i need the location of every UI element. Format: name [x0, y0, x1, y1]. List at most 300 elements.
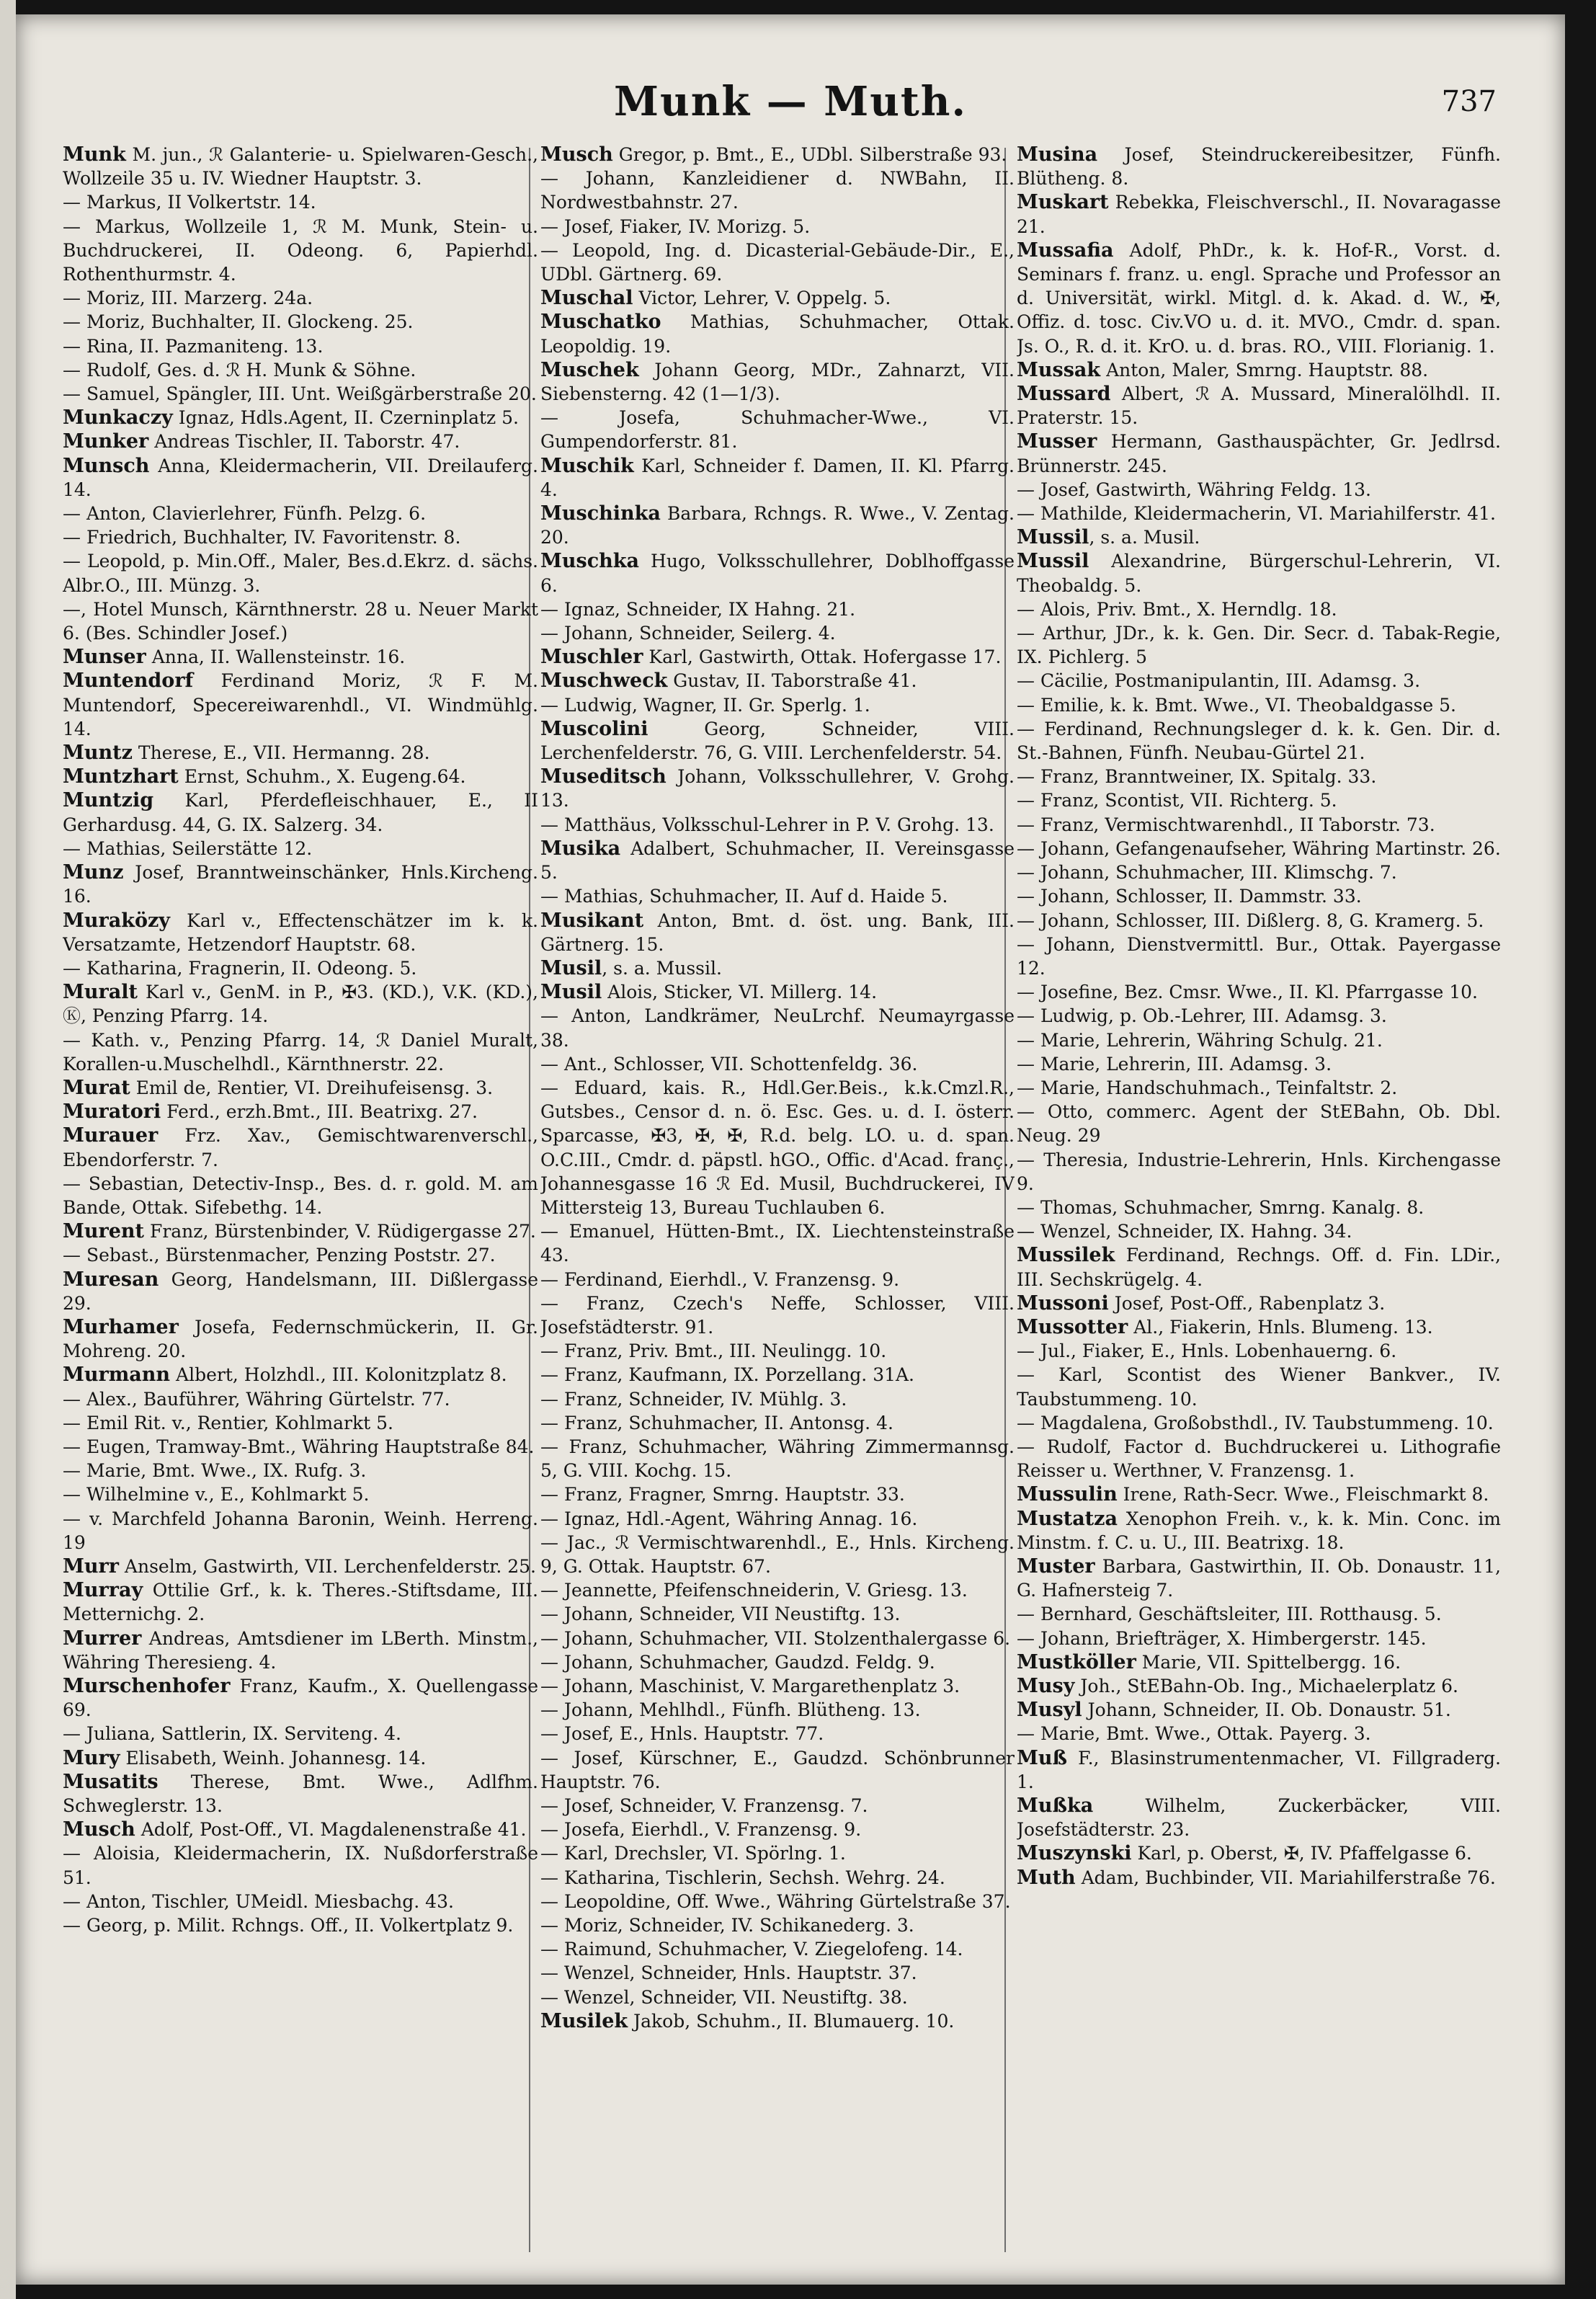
- entry-text: Therese, E., VII. Hermanng. 28.: [132, 742, 430, 764]
- entry-text: Adolf, PhDr., k. k. Hof-R., Vorst. d. Seminars f. franz. u. engl. Sprache und Professor an d. Universität, wirkl. Mitgl. d. k. Akad. d. W., ✠, Offiz. d. tosc. Civ.VO u. d. it. MVO., Cmdr. d. span. Js. O., R. d. it. KrO. u. d. bras. RO., VIII. Florianig. 1.: [1017, 239, 1501, 357]
- entry-headword: Muschatko: [540, 311, 661, 334]
- entry-headword: Mussotter: [1017, 1315, 1128, 1338]
- entry-text: — Franz, Fragner, Smrng. Hauptstr. 33.: [540, 1484, 905, 1506]
- directory-entry: [1017, 1219, 1501, 1243]
- entry-text: Franz, Kaufm., X. Quellengasse 69.: [63, 1676, 538, 1721]
- entry-headword: Museditsch: [540, 765, 667, 788]
- entry-text: — Johann, Schlosser, II. Dammstr. 33.: [1017, 886, 1362, 907]
- directory-entry: [1017, 765, 1501, 788]
- entry-text: — Johann, Gefangenaufseher, Währing Martinstr. 26.: [1017, 837, 1501, 859]
- entry-headword: Mussafia: [1017, 239, 1114, 262]
- directory-entry: [1017, 1291, 1501, 1315]
- entry-text: — Anton, Tischler, UMeidl. Miesbachg. 43.: [63, 1890, 454, 1912]
- directory-entry: [63, 430, 538, 453]
- directory-entry: [540, 358, 1015, 406]
- entry-text: Marie, VII. Spittelbergg. 16.: [1136, 1651, 1401, 1673]
- entry-text: — Emilie, k. k. Bmt. Wwe., VI. Theobaldgasse 5.: [1017, 694, 1456, 716]
- entry-headword: Musika: [540, 837, 621, 860]
- entry-text: — Ignaz, Hdl.-Agent, Währing Annag. 16.: [540, 1508, 918, 1529]
- directory-entry: [63, 215, 538, 287]
- entry-headword: Muratori: [63, 1100, 161, 1124]
- directory-entry: [540, 1841, 1015, 1865]
- entry-text: — Johann, Schlosser, III. Dißlerg. 8, G. Kramerg. 5.: [1017, 910, 1484, 931]
- entry-text: — Ignaz, Schneider, IX Hahng. 21.: [540, 598, 856, 620]
- entry-headword: Muntz: [63, 742, 133, 765]
- entry-headword: Munsch: [63, 454, 150, 477]
- directory-entry: [540, 1411, 1015, 1435]
- directory-entry: [1017, 1650, 1501, 1674]
- directory-entry: [540, 1937, 1015, 1961]
- entry-headword: Muth: [1017, 1866, 1076, 1889]
- directory-entry: [1017, 1196, 1501, 1219]
- entry-text: — Emanuel, Hütten-Bmt., IX. Liechtensteinstraße 43.: [540, 1221, 1015, 1266]
- entry-text: Ernst, Schuhm., X. Eugeng.64.: [178, 766, 466, 788]
- directory-entry: [63, 549, 538, 597]
- directory-entry: [63, 406, 538, 430]
- directory-entry: [540, 693, 1015, 717]
- entry-text: — Franz, Schuhmacher, II. Antonsg. 4.: [540, 1412, 893, 1433]
- entry-text: Ferdinand, Rechngs. Off. d. Fin. LDir., III. Sechskrügelg. 4.: [1017, 1245, 1501, 1290]
- directory-entry: [63, 669, 538, 741]
- directory-entry: [1017, 549, 1501, 597]
- entry-headword: Muntzhart: [63, 765, 179, 788]
- directory-entry: [63, 1124, 538, 1171]
- entry-headword: Murauer: [63, 1124, 159, 1147]
- entry-text: — Cäcilie, Postmanipulantin, III. Adamsg. 3.: [1017, 670, 1421, 692]
- directory-entry: [1017, 502, 1501, 525]
- entry-text: Karl, Schneider f. Damen, II. Kl. Pfarrg. 4.: [540, 455, 1015, 500]
- entry-headword: Musch: [63, 1818, 135, 1841]
- directory-entry: [63, 1578, 538, 1626]
- directory-entry: [540, 143, 1015, 166]
- directory-entry: [1017, 1722, 1501, 1746]
- entry-text: Josef, Branntweinschänker, Hnls.Kircheng. 16.: [63, 862, 538, 907]
- entry-text: — Johann, Schneider, VII Neustiftg. 13.: [540, 1604, 901, 1625]
- entry-headword: Musy: [1017, 1675, 1075, 1697]
- entry-text: — Sebastian, Detectiv-Insp., Bes. d. r. gold. M. am Bande, Ottak. Sifebethg. 14.: [63, 1173, 538, 1218]
- page-edge-shadow: [0, 0, 16, 2299]
- directory-entry: [540, 1482, 1015, 1506]
- entry-headword: Murray: [63, 1579, 143, 1602]
- directory-entry: [540, 406, 1015, 453]
- entry-text: Anna, Kleidermacherin, VII. Dreilauferg. 14.: [63, 455, 538, 500]
- entry-headword: Muschler: [540, 646, 643, 669]
- directory-entry: [63, 1482, 538, 1506]
- entry-headword: Munser: [63, 646, 146, 669]
- entry-text: Anna, II. Wallensteinstr. 16.: [146, 646, 406, 668]
- directory-entry: [1017, 1482, 1501, 1506]
- directory-entry: [1017, 1674, 1501, 1698]
- entry-headword: Mussil: [1017, 526, 1089, 549]
- directory-entry: [540, 454, 1015, 502]
- entry-headword: Musser: [1017, 430, 1097, 453]
- directory-entry: [1017, 693, 1501, 717]
- entry-text: Karl, p. Oberst, ✠, IV. Pfaffelgasse 6.: [1131, 1843, 1472, 1864]
- directory-entry: [540, 956, 1015, 980]
- directory-entry: [63, 1841, 538, 1889]
- entry-text: — Moriz, Buchhalter, II. Glockeng. 25.: [63, 311, 414, 333]
- directory-entry: [540, 239, 1015, 286]
- directory-entry: [540, 286, 1015, 310]
- directory-entry: [540, 1339, 1015, 1363]
- entry-text: — Eugen, Tramway-Bmt., Währing Hauptstraße 84.: [63, 1436, 535, 1457]
- entry-text: Irene, Rath-Secr. Wwe., Fleischmarkt 8.: [1117, 1484, 1489, 1506]
- entry-text: — Johann, Schuhmacher, III. Klimschg. 7.: [1017, 862, 1397, 884]
- entry-headword: Muscolini: [540, 717, 648, 740]
- entry-text: — Franz, Vermischtwarenhdl., II Taborstr. 73.: [1017, 814, 1435, 835]
- column-3: [1017, 143, 1501, 2262]
- entry-headword: Mussard: [1017, 383, 1111, 406]
- directory-entry: [63, 286, 538, 310]
- entry-text: Andreas Tischler, II. Taborstr. 47.: [148, 431, 460, 453]
- directory-entry: [540, 1531, 1015, 1578]
- directory-entry: [540, 310, 1015, 357]
- directory-entry: [63, 956, 538, 980]
- entry-text: Josef, Post-Off., Rabenplatz 3.: [1108, 1292, 1386, 1314]
- entry-text: — Juliana, Sattlerin, IX. Serviteng. 4.: [63, 1723, 401, 1745]
- entry-headword: Muschweck: [540, 670, 668, 693]
- entry-headword: Munk: [63, 143, 126, 166]
- entry-text: Johann Georg, MDr., Zahnarzt, VII. Siebensterng. 42 (1—1/3).: [540, 359, 1015, 405]
- directory-entry: [1017, 1100, 1501, 1147]
- entry-text: — Wenzel, Schneider, Hnls. Hauptstr. 37.: [540, 1962, 917, 1984]
- entry-headword: Musikant: [540, 909, 644, 932]
- directory-entry: [63, 837, 538, 861]
- entry-headword: Mussoni: [1017, 1291, 1109, 1315]
- entry-text: Xenophon Freih. v., k. k. Min. Conc. im Minstm. f. C. u. U., III. Beatrixg. 18.: [1017, 1508, 1501, 1553]
- entry-text: — Johann, Schuhmacher, VII. Stolzenthalergasse 6.: [540, 1627, 1011, 1649]
- entry-text: , s. a. Mussil.: [602, 957, 722, 979]
- directory-entry: [63, 1555, 538, 1578]
- entry-text: Anton, Maler, Smrng. Hauptstr. 88.: [1100, 359, 1429, 381]
- directory-entry: [1017, 813, 1501, 837]
- entry-text: — Wilhelmine v., E., Kohlmarkt 5.: [63, 1484, 370, 1506]
- directory-entry: [540, 1387, 1015, 1411]
- entry-text: — Johann, Briefträger, X. Himbergerstr. 145.: [1017, 1627, 1427, 1649]
- entry-text: Gustav, II. Taborstraße 41.: [667, 670, 917, 692]
- directory-entry: [1017, 1076, 1501, 1100]
- directory-entry: [1017, 1243, 1501, 1291]
- entry-text: — Mathias, Seilerstätte 12.: [63, 837, 313, 859]
- entry-text: — Jul., Fiaker, E., Hnls. Lobenhauerng. 6.: [1017, 1340, 1397, 1362]
- entry-text: — Leopoldine, Off. Wwe., Währing Gürtelstraße 37.: [540, 1890, 1011, 1912]
- directory-entry: [540, 884, 1015, 908]
- entry-headword: Musilek: [540, 2009, 628, 2032]
- entry-headword: Mussak: [1017, 358, 1101, 381]
- entry-text: Alexandrine, Bürgerschul-Lehrerin, VI. Theobaldg. 5.: [1017, 551, 1501, 596]
- directory-entry: [1017, 1627, 1501, 1650]
- directory-entry: [1017, 788, 1501, 812]
- directory-entry: [63, 190, 538, 214]
- entry-text: Adolf, Post-Off., VI. Magdalenenstraße 41.: [135, 1819, 527, 1841]
- directory-entry: [63, 1913, 538, 1937]
- directory-entry: [63, 1028, 538, 1076]
- entry-headword: Musatits: [63, 1770, 159, 1793]
- entry-text: Barbara, Rchngs. R. Wwe., V. Zentag. 20.: [540, 503, 1015, 548]
- entry-text: — Marie, Bmt. Wwe., Ottak. Payerg. 3.: [1017, 1723, 1371, 1745]
- directory-entry: [540, 1722, 1015, 1746]
- entry-headword: Munker: [63, 430, 149, 453]
- directory-entry: [540, 1578, 1015, 1602]
- directory-entry: [63, 1507, 538, 1555]
- directory-entry: [540, 1650, 1015, 1674]
- entry-text: — Alex., Bauführer, Währing Gürtelstr. 77.: [63, 1388, 450, 1410]
- entry-text: — Josef, Schneider, V. Franzensg. 7.: [540, 1795, 868, 1817]
- entry-text: — Markus, II Volkertstr. 14.: [63, 192, 316, 213]
- entry-text: — Franz, Priv. Bmt., III. Neulingg. 10.: [540, 1340, 887, 1362]
- directory-entry: [540, 1268, 1015, 1291]
- entry-text: — Marie, Lehrerin, Währing Schulg. 21.: [1017, 1029, 1383, 1051]
- directory-entry: [540, 1004, 1015, 1051]
- directory-entry: [1017, 1148, 1501, 1196]
- directory-entry: [540, 1961, 1015, 1985]
- entry-text: — Moriz, III. Marzerg. 24a.: [63, 288, 313, 309]
- entry-headword: Murrer: [63, 1627, 142, 1650]
- entry-text: — Marie, Handschuhmach., Teinfaltstr. 2.: [1017, 1077, 1398, 1098]
- entry-text: Karl, Gastwirth, Ottak. Hofergasse 17.: [643, 646, 1002, 668]
- entry-headword: Murmann: [63, 1364, 171, 1387]
- directory-entry: [540, 1291, 1015, 1339]
- entry-text: — Ludwig, Wagner, II. Gr. Sperlg. 1.: [540, 694, 870, 716]
- directory-entry: [63, 741, 538, 765]
- directory-entry: [1017, 1004, 1501, 1028]
- directory-entry: [540, 2009, 1015, 2033]
- entry-headword: Murschenhofer: [63, 1675, 231, 1697]
- entry-text: — Rudolf, Factor d. Buchdruckerei u. Lithografie Reisser u. Werthner, V. Franzensg. 1.: [1017, 1436, 1501, 1482]
- entry-text: — Markus, Wollzeile 1, ℛ M. Munk, Stein- u. Buchdruckerei, II. Odeong. 6, Papierhdl. Rothenthurmstr. 4.: [63, 215, 538, 285]
- directory-entry: [540, 1507, 1015, 1531]
- entry-text: Alois, Sticker, VI. Millerg. 14.: [602, 982, 878, 1003]
- entry-text: Hermann, Gasthauspächter, Gr. Jedlrsd. Brünnerstr. 245.: [1017, 431, 1501, 476]
- directory-entry: [63, 1770, 538, 1818]
- entry-text: — Josef, E., Hnls. Hauptstr. 77.: [540, 1723, 824, 1745]
- directory-entry: [540, 980, 1015, 1004]
- column-2: [540, 143, 1015, 2262]
- entry-text: — Anton, Landkrämer, NeuLrchf. Neumayrgasse 38.: [540, 1005, 1015, 1051]
- entry-text: — Franz, Branntweiner, IX. Spitalg. 33.: [1017, 766, 1377, 788]
- directory-entry: [63, 1890, 538, 1913]
- directory-entry: [1017, 1339, 1501, 1363]
- directory-entry: [1017, 1602, 1501, 1626]
- directory-entry: [540, 1818, 1015, 1841]
- entry-text: Franz, Bürstenbinder, V. Rüdigergasse 27.: [144, 1221, 536, 1242]
- directory-entry: [63, 980, 538, 1028]
- directory-entry: [1017, 909, 1501, 933]
- entry-text: — Franz, Kaufmann, IX. Porzellang. 31A.: [540, 1364, 915, 1386]
- entry-text: — Johann, Mehlhdl., Fünfh. Blütheng. 13.: [540, 1699, 921, 1721]
- directory-entry: [540, 1913, 1015, 1937]
- entry-text: Victor, Lehrer, V. Oppelg. 5.: [633, 288, 891, 309]
- directory-entry: [540, 1746, 1015, 1794]
- entry-headword: Muschinka: [540, 502, 661, 525]
- entry-text: — Josefa, Schuhmacher-Wwe., VI. Gumpendorferstr. 81.: [540, 407, 1015, 453]
- directory-entry: [1017, 143, 1501, 190]
- directory-entry: [1017, 1363, 1501, 1410]
- entry-text: Johann, Volksschullehrer, V. Grohg. 13.: [540, 766, 1015, 811]
- entry-headword: Muraközy: [63, 909, 170, 932]
- entry-text: — Otto, commerc. Agent der StEBahn, Ob. Dbl. Neug. 29: [1017, 1101, 1501, 1147]
- entry-text: — Rina, II. Pazmaniteng. 13.: [63, 335, 324, 357]
- entry-text: Hugo, Volksschullehrer, Doblhoffgasse 6.: [540, 551, 1015, 596]
- directory-entry: [63, 1315, 538, 1363]
- entry-text: Josef, Steindruckereibesitzer, Fünfh. Blütheng. 8.: [1017, 144, 1501, 190]
- entry-headword: Muschek: [540, 358, 639, 381]
- directory-entry: [63, 788, 538, 836]
- entry-text: — Karl, Scontist des Wiener Bankver., IV. Taubstummeng. 10.: [1017, 1364, 1501, 1410]
- entry-text: — Mathias, Schuhmacher, II. Auf d. Haide 5.: [540, 886, 948, 907]
- directory-entry: [1017, 382, 1501, 430]
- directory-entry: [63, 525, 538, 549]
- entry-headword: Munkaczy: [63, 406, 173, 430]
- directory-entry: [1017, 478, 1501, 502]
- directory-entry: [1017, 669, 1501, 693]
- entry-text: — Mathilde, Kleidermacherin, VI. Mariahilferstr. 41.: [1017, 503, 1496, 525]
- directory-entry: [63, 765, 538, 788]
- entry-headword: Muster: [1017, 1555, 1095, 1578]
- entry-text: Ferdinand Moriz, ℛ F. M. Muntendorf, Specereiwarenhdl., VI. Windmühlg. 14.: [63, 670, 538, 739]
- directory-entry: [63, 1411, 538, 1435]
- directory-entry: [540, 1866, 1015, 1890]
- entry-text: Georg, Schneider, VIII. Lerchenfelderstr. 76, G. VIII. Lerchenfelderstr. 54.: [540, 718, 1015, 764]
- entry-text: M. jun., ℛ Galanterie- u. Spielwaren-Gesch., Wollzeile 35 u. IV. Wiedner Hauptstr. 3.: [63, 144, 538, 190]
- entry-text: Johann, Schneider, II. Ob. Donaustr. 51.: [1082, 1699, 1451, 1721]
- entry-text: — Thomas, Schuhmacher, Smrng. Kanalg. 8.: [1017, 1196, 1425, 1218]
- entry-text: Karl v., Effectenschätzer im k. k. Versatzamte, Hetzendorf Hauptstr. 68.: [63, 910, 538, 955]
- directory-entry: [63, 861, 538, 908]
- entry-text: — Johann, Kanzleidiener d. NWBahn, II. Nordwestbahnstr. 27.: [540, 168, 1015, 213]
- entry-text: — Magdalena, Großobsthdl., IV. Taubstummeng. 10.: [1017, 1412, 1494, 1433]
- entry-text: — Friedrich, Buchhalter, IV. Favoritenstr. 8.: [63, 527, 461, 548]
- entry-text: — Katharina, Tischlerin, Sechsh. Wehrg. 24.: [540, 1867, 945, 1888]
- entry-headword: Murat: [63, 1076, 130, 1099]
- entry-headword: Muntendorf: [63, 670, 194, 693]
- entry-text: — Moriz, Schneider, IV. Schikanederg. 3.: [540, 1915, 914, 1936]
- entry-text: — Sebast., Bürstenmacher, Penzing Poststr. 27.: [63, 1245, 496, 1266]
- entry-text: Mathias, Schuhmacher, Ottak. Leopoldig. 19.: [540, 311, 1015, 357]
- entry-headword: Mußka: [1017, 1795, 1094, 1818]
- entry-text: — Aloisia, Kleidermacherin, IX. Nußdorferstraße 51.: [63, 1843, 538, 1888]
- entry-text: — Franz, Scontist, VII. Richterg. 5.: [1017, 790, 1337, 811]
- entry-headword: Mustköller: [1017, 1650, 1136, 1673]
- directory-entry: [1017, 1435, 1501, 1482]
- entry-text: — Anton, Clavierlehrer, Fünfh. Pelzg. 6.: [63, 503, 427, 525]
- directory-entry: [540, 166, 1015, 214]
- directory-entry: [63, 1435, 538, 1459]
- directory-entry: [540, 813, 1015, 837]
- directory-entry: [540, 1363, 1015, 1387]
- directory-entry: [540, 1890, 1015, 1913]
- entry-text: Georg, Handelsmann, III. Dißlergasse 29.: [63, 1268, 538, 1314]
- entry-text: — Jac., ℛ Vermischtwarenhdl., E., Hnls. Kircheng. 9, G. Ottak. Hauptstr. 67.: [540, 1531, 1015, 1577]
- entry-text: — Marie, Bmt. Wwe., IX. Rufg. 3.: [63, 1460, 367, 1482]
- entry-text: Gregor, p. Bmt., E., UDbl. Silberstraße 93.: [612, 144, 1007, 165]
- entry-headword: Muralt: [63, 981, 138, 1004]
- directory-page: [16, 14, 1565, 2285]
- directory-entry: [63, 1459, 538, 1482]
- directory-entry: [540, 549, 1015, 597]
- directory-entry: [63, 382, 538, 406]
- entry-text: — Josef, Fiaker, IV. Morizg. 5.: [540, 215, 811, 237]
- directory-entry: [540, 1435, 1015, 1482]
- directory-entry: [63, 645, 538, 669]
- entry-text: — Leopold, p. Min.Off., Maler, Bes.d.Ekrz. d. sächs. Albr.O., III. Münzg. 3.: [63, 551, 538, 596]
- directory-entry: [63, 334, 538, 358]
- directory-entry: [540, 765, 1015, 812]
- entry-text: —, Hotel Munsch, Kärnthnerstr. 28 u. Neuer Markt 6. (Bes. Schindler Josef.): [63, 598, 538, 644]
- entry-headword: Musina: [1017, 143, 1098, 166]
- entry-headword: Muschik: [540, 454, 634, 477]
- directory-entry: [1017, 1507, 1501, 1555]
- directory-entry: [63, 1363, 538, 1387]
- directory-entry: [63, 1172, 538, 1219]
- directory-entry: [540, 621, 1015, 645]
- entry-text: — Theresia, Industrie-Lehrerin, Hnls. Kirchengasse 9.: [1017, 1149, 1501, 1194]
- entry-headword: Munz: [63, 861, 124, 884]
- directory-entry: [63, 1268, 538, 1315]
- directory-entry: [1017, 1698, 1501, 1722]
- entry-headword: Mussilek: [1017, 1244, 1115, 1267]
- entry-headword: Murhamer: [63, 1315, 179, 1338]
- directory-entry: [1017, 861, 1501, 884]
- entry-headword: Muß: [1017, 1746, 1068, 1769]
- entry-text: — Eduard, kais. R., Hdl.Ger.Beis., k.k.Cmzl.R., Gutsbes., Censor d. n. ö. Esc. Ges. u. d. I. österr. Sparcasse, ✠3, ✠, ✠, R.d. belg. LO. u. d. span. O.C.III., Cmdr. d. päpstl. hGO., Offic. d'Acad. franç., Johannesgasse 16 ℛ Ed. Musil, Buchdruckerei, IV Mittersteig 13, Bureau Tuchlauben 6.: [540, 1077, 1015, 1218]
- directory-entry: [63, 1387, 538, 1411]
- entry-text: Barbara, Gastwirthin, II. Ob. Donaustr. 11, G. Hafnersteig 7.: [1017, 1555, 1501, 1601]
- directory-entry: [540, 717, 1015, 765]
- entry-text: Karl v., GenM. in P., ✠3. (KD.), V.K. (KD.), Ⓚ, Penzing Pfarrg. 14.: [63, 982, 538, 1027]
- entry-headword: Musil: [540, 956, 602, 979]
- directory-entry: [540, 837, 1015, 884]
- entry-text: — Josef, Gastwirth, Währing Feldg. 13.: [1017, 479, 1371, 500]
- directory-entry: [1017, 884, 1501, 908]
- entry-text: — Emil Rit. v., Rentier, Kohlmarkt 5.: [63, 1412, 393, 1433]
- directory-entry: [540, 1986, 1015, 2009]
- directory-entry: [540, 502, 1015, 549]
- entry-headword: Musyl: [1017, 1699, 1082, 1722]
- directory-entry: [1017, 358, 1501, 382]
- directory-entry: [1017, 1028, 1501, 1052]
- entry-headword: Muschal: [540, 287, 633, 310]
- entry-text: — Josefa, Eierhdl., V. Franzensg. 9.: [540, 1819, 862, 1841]
- directory-entry: [540, 215, 1015, 239]
- entry-text: Joh., StEBahn-Ob. Ing., Michaelerplatz 6.: [1074, 1676, 1459, 1697]
- directory-entry: [1017, 717, 1501, 765]
- directory-entry: [63, 1818, 538, 1841]
- directory-entry: [63, 502, 538, 525]
- directory-entry: [63, 454, 538, 502]
- entry-text: Josefa, Federnschmückerin, II. Gr. Mohreng. 20.: [63, 1316, 538, 1362]
- entry-headword: Musil: [540, 981, 602, 1004]
- entry-text: — Ant., Schlosser, VII. Schottenfeldg. 36.: [540, 1053, 918, 1075]
- entry-text: — Franz, Schuhmacher, Währing Zimmermannsg. 5, G. VIII. Kochg. 15.: [540, 1436, 1015, 1482]
- directory-entry: [540, 645, 1015, 669]
- directory-entry: [1017, 980, 1501, 1004]
- entry-headword: Muszynski: [1017, 1842, 1132, 1865]
- directory-entry: [1017, 525, 1501, 549]
- running-title: Munk — Muth.: [614, 78, 967, 125]
- entry-text: , s. a. Musil.: [1089, 527, 1200, 548]
- entry-text: Ottilie Grf., k. k. Theres.-Stiftsdame, III. Metternichg. 2.: [63, 1580, 538, 1625]
- entry-text: Ignaz, Hdls.Agent, II. Czerninplatz 5.: [172, 407, 519, 429]
- directory-entry: [540, 909, 1015, 956]
- entry-text: — Karl, Drechsler, VI. Spörlng. 1.: [540, 1843, 846, 1864]
- directory-entry: [63, 1746, 538, 1770]
- entry-headword: Mussulin: [1017, 1483, 1118, 1506]
- entry-text: Emil de, Rentier, VI. Dreihufeisensg. 3.: [130, 1077, 494, 1098]
- page-header: [16, 78, 1565, 143]
- entry-text: — Johann, Schneider, Seilerg. 4.: [540, 623, 836, 644]
- entry-text: — Katharina, Fragnerin, II. Odeong. 5.: [63, 957, 417, 979]
